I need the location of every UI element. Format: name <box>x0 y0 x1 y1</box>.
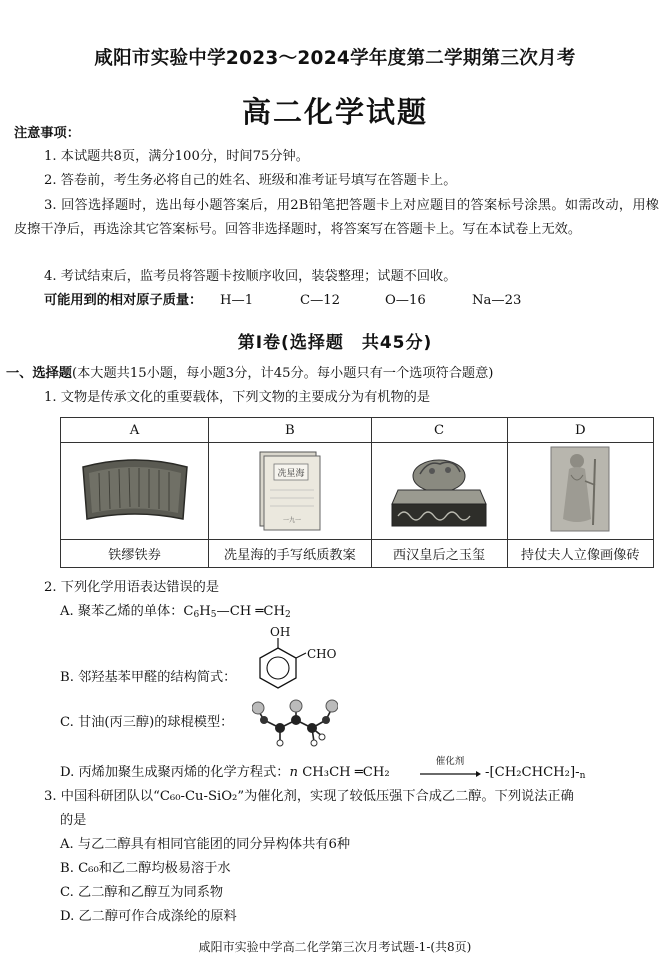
q1-option-d-caption: 持仗夫人立像画像砖 <box>507 540 654 568</box>
hydroxyl-label: OH <box>270 626 291 639</box>
atomic-mass-c: C—12 <box>300 293 341 308</box>
q1-option-b-picture <box>209 443 372 540</box>
note-item-2: 2. 答卷前，考生务必将自己的姓名、班级和准考证号填写在答题卡上。 <box>44 173 457 188</box>
q3-stem-line2: 的是 <box>60 813 87 828</box>
paper-manuscript-image <box>250 446 330 532</box>
reaction-arrow <box>418 769 482 779</box>
iron-plate-image <box>75 449 195 529</box>
q1-option-a-picture <box>61 443 209 540</box>
q1-option-c-letter: C <box>371 418 507 443</box>
q2-option-a <box>60 601 291 626</box>
part-description: (本大题共15小题，每小题3分，计45分。每小题只有一个选项符合题意) <box>71 366 494 381</box>
q3-option-d: D. 乙二醇可作合成涤纶的原料 <box>60 909 237 924</box>
q3-option-b: B. C₆₀和乙二醇均极易溶于水 <box>60 861 231 876</box>
q3-option-c: C. 乙二醇和乙醇互为同系物 <box>60 885 224 900</box>
subject-title: 高二化学试题 <box>241 95 428 129</box>
q3-option-a: A. 与乙二醇具有相同官能团的同分异构体共有6种 <box>60 837 351 852</box>
q2-option-b-text: B. 邻羟基苯甲醛的结构简式： <box>60 670 237 685</box>
q1-option-c-picture <box>371 443 507 540</box>
polymer-n: n <box>579 771 586 781</box>
glycerol-ball-stick-model <box>252 694 338 748</box>
coefficient-n: n <box>289 765 298 780</box>
aldehyde-label: CHO <box>307 647 337 661</box>
q2-option-d-text: D. 丙烯加聚生成聚丙烯的化学方程式： <box>60 765 290 780</box>
q2-option-d <box>60 762 390 784</box>
note-item-4: 4. 考试结束后，监考员将答题卡按顺序收回，装袋整理；试题不回收。 <box>44 269 457 284</box>
part-label: 一、选择题 <box>6 366 72 381</box>
q1-option-d-picture <box>507 443 654 540</box>
part-heading <box>6 363 493 385</box>
note-item-3: 3. 回答选择题时，选出每小题答案后，用2B铅笔把答题卡上对应题目的答案标号涂黑。如需改动，用橡皮擦干净后，再选涂其它答案标号。回答非选择题时，将答案写在答题卡上。写在本试卷上无效。 <box>14 198 659 237</box>
brick-figure-image <box>547 445 613 533</box>
q1-option-c-caption: 西汉皇后之玉玺 <box>371 540 507 568</box>
manuscript-title: 冼星海 <box>277 469 305 479</box>
atomic-mass-label: 可能用到的相对原子质量： <box>44 293 203 308</box>
atomic-mass-h: H—1 <box>220 293 254 308</box>
q1-stem: 1. 文物是传承文化的重要载体，下列文物的主要成分为有机物的是 <box>44 390 431 405</box>
note-item-1: 1. 本试题共8页，满分100分，时间75分钟。 <box>44 149 309 164</box>
q1-option-a-caption: 铁缪铁券 <box>61 540 209 568</box>
q2-option-a-text: A. 聚苯乙烯的单体： <box>60 604 184 619</box>
notes-heading: 注意事项： <box>14 126 80 141</box>
exam-title: 咸阳市实验中学2023～2024学年度第二学期第三次月考 <box>94 48 576 69</box>
q1-option-a-letter: A <box>61 418 209 443</box>
q2-stem: 2. 下列化学用语表达错误的是 <box>44 580 220 595</box>
q1-option-b-caption: 冼星海的手写纸质教案 <box>209 540 372 568</box>
jade-seal-image <box>384 446 494 532</box>
atomic-mass-o: O—16 <box>385 293 426 308</box>
polypropylene-formula: $-[CH_2CHCH_2]-_n$ <box>485 765 586 781</box>
styrene-formula: $C_6H_5—CH$ $═CH_2$ <box>183 604 291 620</box>
propene-formula: CH₃CH ═CH₂ <box>302 765 390 780</box>
q1-option-b-letter: B <box>209 418 372 443</box>
atomic-mass-na: Na—23 <box>472 293 522 308</box>
catalyst-label: 催化剂 <box>435 756 465 767</box>
manuscript-subtitle: 一九一 <box>282 517 301 524</box>
q1-option-d-letter: D <box>507 418 654 443</box>
q2-option-c-text: C. 甘油(丙三醇)的球棍模型： <box>60 715 234 730</box>
polymer-repeat-unit: CH₂CHCH₂ <box>494 765 570 780</box>
section-title: 第Ⅰ卷(选择题 共45分) <box>237 333 433 353</box>
page-footer: 咸阳市实验中学高二化学第三次月考试题-1-(共8页) <box>198 940 472 954</box>
q1-options-table <box>60 417 654 568</box>
salicylaldehyde-structure <box>248 626 348 694</box>
q3-stem-line1: 3. 中国科研团队以“C₆₀-Cu-SiO₂”为催化剂，实现了较低压强下合成乙二醇。下列说法正确 <box>44 789 574 804</box>
